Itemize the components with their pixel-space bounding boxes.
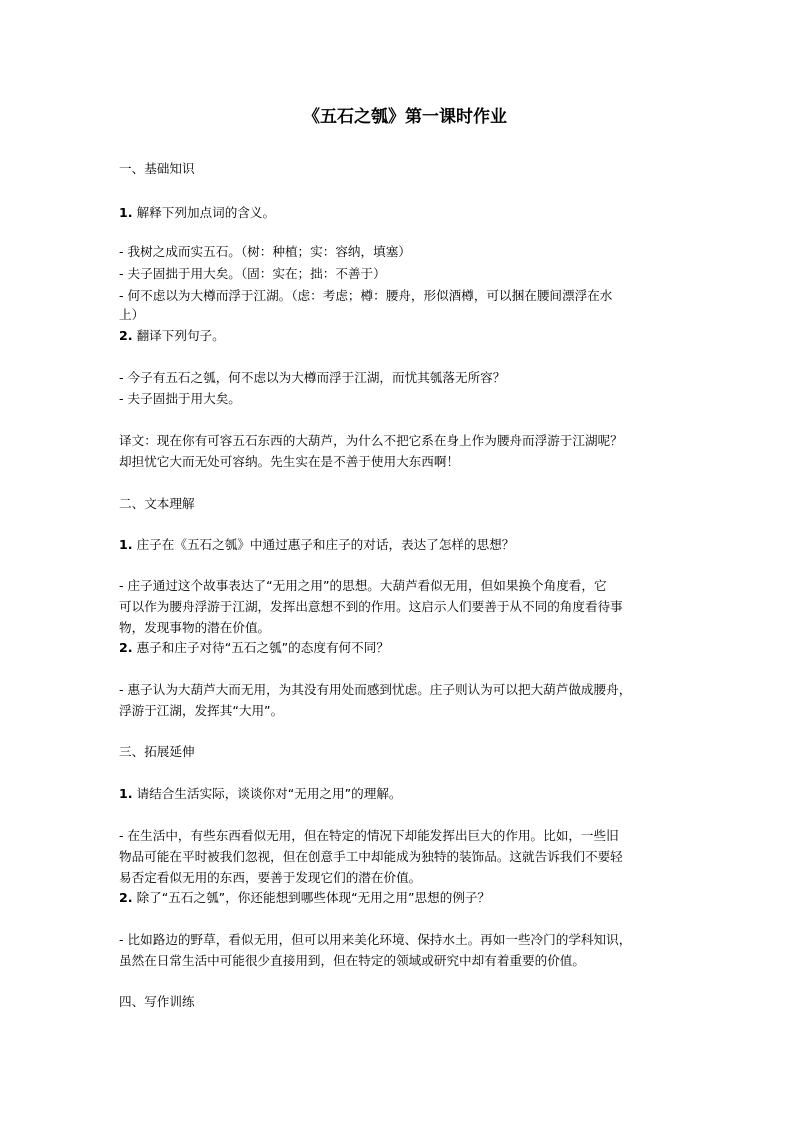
list-item: - 我树之成而实五石。（树：种植；实：容纳，填塞） <box>119 244 411 259</box>
answer-paragraph: - 比如路边的野草，看似无用，但可以用来美化环境、保持水土。再如一些冷门的学科知识， <box>119 932 632 947</box>
list-item: - 夫子固拙于用大矣。（固：实在；拙：不善于） <box>119 266 386 281</box>
question-text: 除了“五石之瓠”，你还能想到哪些体现“无用之用”思想的例子？ <box>136 890 491 905</box>
section-heading-extension: 三、拓展延伸 <box>119 744 195 759</box>
question-number: 1. <box>119 205 133 220</box>
answer-paragraph: - 在生活中，有些东西看似无用，但在特定的情况下却能发挥出巨大的作用。比如，一些旧 <box>119 828 619 843</box>
answer-paragraph: 物，发现事物的潜在价值。 <box>119 620 271 635</box>
list-item: - 今子有五石之瓠，何不虑以为大樽而浮于江湖，而忧其瓠落无所容？ <box>119 370 506 385</box>
answer-paragraph: 物品可能在平时被我们忽视，但在创意手工中却能成为独特的装饰品。这就告诉我们不要轻 <box>119 849 623 864</box>
question-number: 2. <box>119 890 133 905</box>
question-number: 1. <box>119 786 133 801</box>
question-text: 请结合生活实际，谈谈你对“无用之用”的理解。 <box>136 786 402 801</box>
question-text: 庄子在《五石之瓠》中通过惠子和庄子的对话，表达了怎样的思想？ <box>136 537 515 552</box>
question-text: 解释下列加点词的含义。 <box>136 205 276 220</box>
question-2-2 <box>119 638 691 658</box>
question-number: 2. <box>119 640 133 655</box>
answer-paragraph: 虽然在日常生活中可能很少直接用到，但在特定的领域或研究中却有着重要的价值。 <box>119 953 585 968</box>
list-item: - 夫子固拙于用大矣。 <box>119 391 241 406</box>
question-3-1 <box>119 784 691 804</box>
question-1-2 <box>119 326 691 346</box>
page-title: 《五石之瓠》第一课时作业 <box>303 107 507 127</box>
question-1-1 <box>119 203 691 223</box>
question-3-2 <box>119 888 691 908</box>
list-item: 上） <box>119 307 145 322</box>
question-number: 1. <box>119 537 133 552</box>
translation-paragraph: 译文：现在你有可容五石东西的大葫芦，为什么不把它系在身上作为腰舟而浮游于江湖呢？ <box>119 433 623 448</box>
list-item: - 何不虑以为大樽而浮于江湖。（虑：考虑；樽：腰舟，形似酒樽，可以捆在腰间漂浮在水 <box>119 288 613 303</box>
answer-paragraph: - 庄子通过这个故事表达了“无用之用”的思想。大葫芦看似无用，但如果换个角度看，它 <box>119 578 607 593</box>
translation-paragraph: 却担忧它大而无处可容纳。先生实在是不善于使用大东西啊！ <box>119 454 460 469</box>
question-2-1 <box>119 535 691 555</box>
section-heading-writing-practice: 四、写作训练 <box>119 994 195 1009</box>
section-heading-text-understanding: 二、文本理解 <box>119 496 195 511</box>
answer-paragraph: - 惠子认为大葫芦大而无用，为其没有用处而感到忧虑。庄子则认为可以把大葫芦做成腰舟， <box>119 682 632 697</box>
question-text: 翻译下列句子。 <box>136 328 225 343</box>
question-text: 惠子和庄子对待“五石之瓠”的态度有何不同？ <box>136 640 389 655</box>
section-heading-basic-knowledge: 一、基础知识 <box>119 161 195 176</box>
answer-paragraph: 可以作为腰舟浮游于江湖，发挥出意想不到的作用。这启示人们要善于从不同的角度看待事 <box>119 599 623 614</box>
question-number: 2. <box>119 328 133 343</box>
answer-paragraph: 浮游于江湖，发挥其“大用”。 <box>119 703 284 718</box>
answer-paragraph: 易否定看似无用的东西，要善于发现它们的潜在价值。 <box>119 870 422 885</box>
